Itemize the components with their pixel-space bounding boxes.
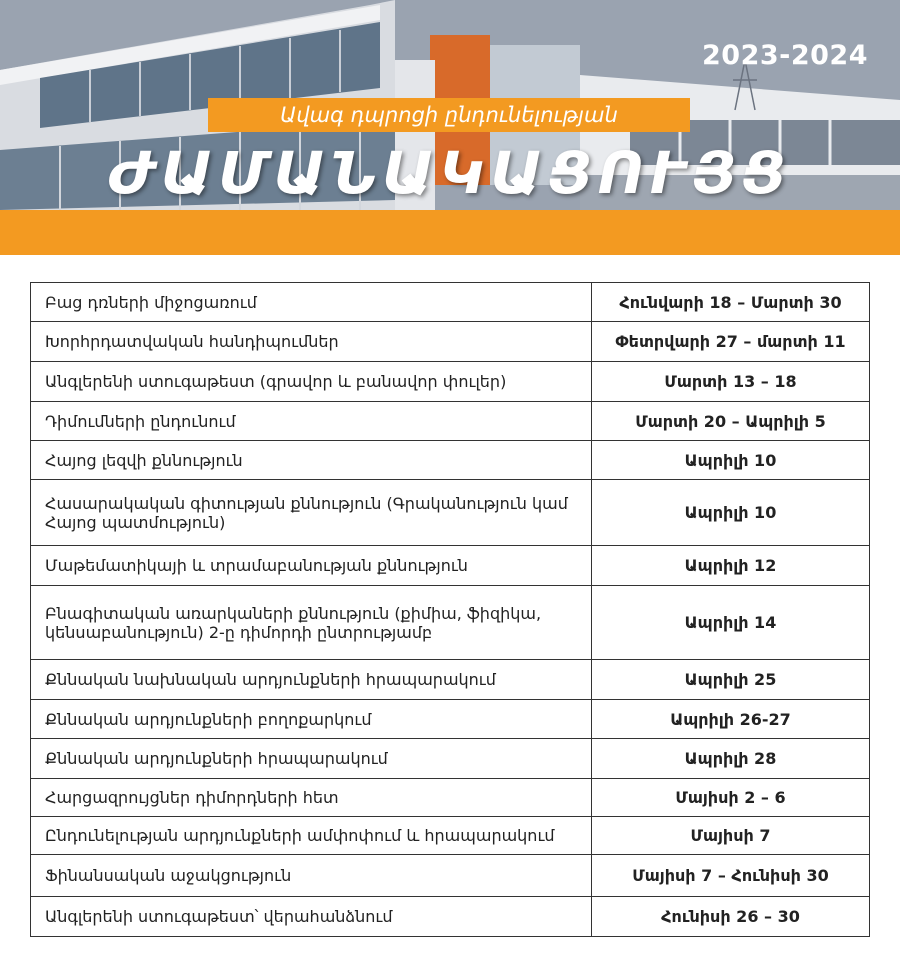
table-row — [31, 322, 870, 362]
event-cell: Մաթեմատիկայի և տրամաբանության քննություն — [31, 546, 592, 586]
date-cell: Մայիսի 7 — [592, 817, 870, 855]
admission-schedule-table — [30, 282, 870, 937]
event-cell: Բաց դռների միջոցառում — [31, 283, 592, 322]
date-cell: Ապրիլի 10 — [592, 441, 870, 480]
date-cell: Հունվարի 18 – Մարտի 30 — [592, 283, 870, 322]
date-cell: Ապրիլի 10 — [592, 480, 870, 546]
event-cell: Հասարակական գիտության քննություն (Գրականություն կամ Հայոց պատմություն) — [31, 480, 592, 546]
date-cell: Մարտի 13 – 18 — [592, 362, 870, 402]
event-cell: Խորհրդատվական հանդիպումներ — [31, 322, 592, 362]
table-row — [31, 739, 870, 779]
table-row — [31, 362, 870, 402]
date-cell: Փետրվարի 27 – մարտի 11 — [592, 322, 870, 362]
table-row — [31, 283, 870, 322]
event-cell: Բնագիտական առարկաների քննություն (քիմիա, ֆիզիկա, կենսաբանություն) 2-ը դիմորդի ընտրությամբ — [31, 586, 592, 660]
date-cell: Ապրիլի 14 — [592, 586, 870, 660]
table-row — [31, 402, 870, 441]
date-cell: Մայիսի 7 – Հունիսի 30 — [592, 855, 870, 897]
event-cell: Քննական արդյունքների հրապարակում — [31, 739, 592, 779]
table-row — [31, 817, 870, 855]
date-cell: Ապրիլի 26-27 — [592, 700, 870, 739]
date-cell: Ապրիլի 12 — [592, 546, 870, 586]
table-row — [31, 779, 870, 817]
header-banner — [0, 0, 900, 210]
table-row — [31, 897, 870, 937]
date-cell: Ապրիլի 25 — [592, 660, 870, 700]
table-row — [31, 700, 870, 739]
subtitle-banner: Ավագ դպրոցի ընդունելության — [208, 98, 690, 132]
date-cell: Մարտի 20 – Ապրիլի 5 — [592, 402, 870, 441]
table-row — [31, 660, 870, 700]
table-row — [31, 546, 870, 586]
event-cell: Անգլերենի ստուգաթեստ՝ վերահանձնում — [31, 897, 592, 937]
table-row — [31, 855, 870, 897]
event-cell: Հարցազրույցներ դիմորդների հետ — [31, 779, 592, 817]
date-cell: Ապրիլի 28 — [592, 739, 870, 779]
table-row — [31, 586, 870, 660]
table-row — [31, 441, 870, 480]
academic-year: 2023-2024 — [702, 40, 868, 71]
orange-divider-band — [0, 210, 900, 255]
event-cell: Քննական արդյունքների բողոքարկում — [31, 700, 592, 739]
date-cell: Հունիսի 26 – 30 — [592, 897, 870, 937]
event-cell: Քննական նախնական արդյունքների հրապարակում — [31, 660, 592, 700]
table-row — [31, 480, 870, 546]
event-cell: Հայոց լեզվի քննություն — [31, 441, 592, 480]
event-cell: Անգլերենի ստուգաթեստ (գրավոր և բանավոր փուլեր) — [31, 362, 592, 402]
date-cell: Մայիսի 2 – 6 — [592, 779, 870, 817]
event-cell: Ընդունելության արդյունքների ամփոփում և հրապարակում — [31, 817, 592, 855]
page-title: ԺԱՄԱՆԱԿԱՑՈՒՅՑ — [108, 139, 792, 207]
event-cell: Ֆինանսական աջակցություն — [31, 855, 592, 897]
event-cell: Դիմումների ընդունում — [31, 402, 592, 441]
